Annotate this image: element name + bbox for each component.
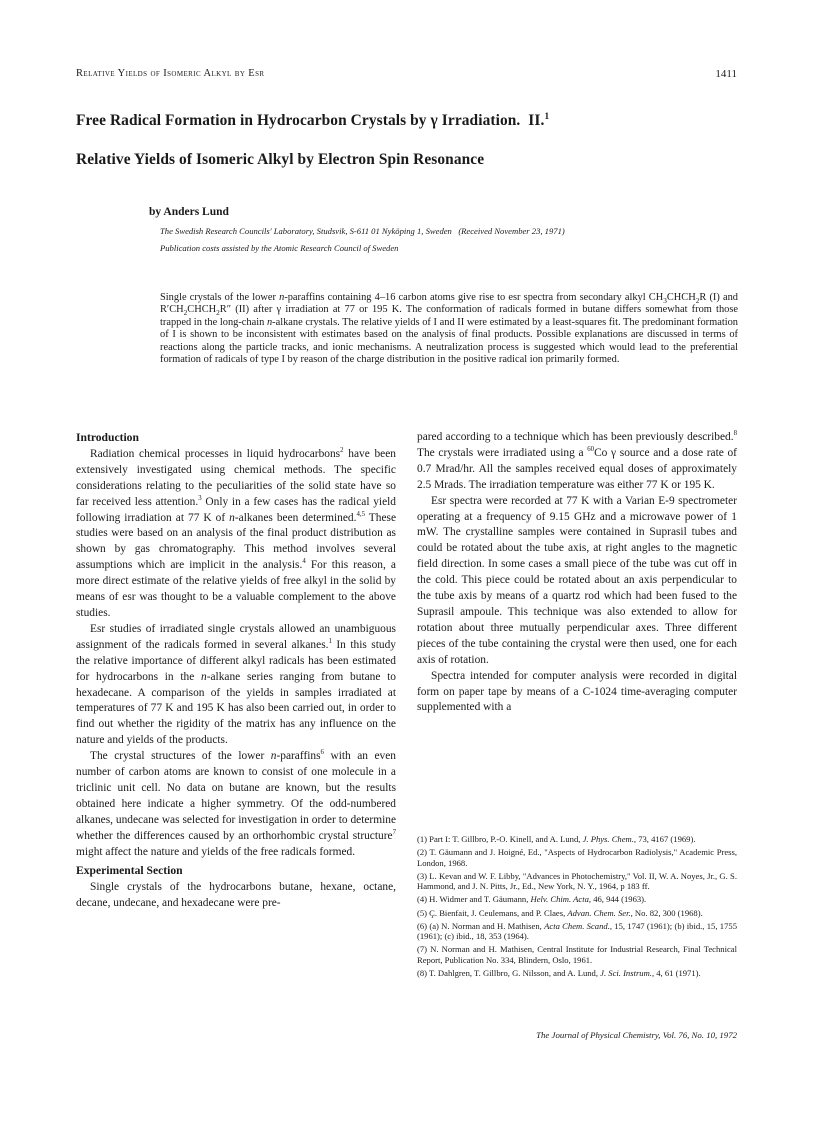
article-title-line-2: Relative Yields of Isomeric Alkyl by Electron Spin Resonance [76,151,485,168]
right-column [417,430,737,716]
footnote: (6) (a) N. Norman and H. Mathisen, Acta Chem. Scand., 15, 1747 (1961); (b) ibid., 15, 1755 (1961); (c) ibid., 18, 353 (1964). [417,920,737,942]
footnote: (5) Ç. Bienfait, J. Ceulemans, and P. Claes, Advan. Chem. Ser., No. 82, 300 (1968). [417,907,703,918]
article-title-line-1 [76,112,736,130]
experimental-paragraph-2: Esr spectra were recorded at 77 K with a Varian E-9 spectrometer operating at a frequency of 9.15 GHz and a microwave power of 1 mW. The crystalline samples were contained in Suprasil tubes and could be rotated about the tube axis, at right angles to the magnetic field direction. In some cases a small piece of the tube was cut off in the cold. This piece could be rotated about an axis perpendicular to the tube axis by means of a quartz rod which had been fused to the Suprasil ampoule. This technique was also extended to allow for rotation about three mutually perpendicular axes. Three different pieces of the tube containing the crystal were then used, one for each axis of rotation. [417,494,737,666]
section-heading-introduction: Introduction [76,431,139,444]
left-column [76,430,396,912]
author-byline: by Anders Lund [149,206,229,218]
author-affiliation [160,226,750,236]
affiliation-text: The Swedish Research Councils' Laboratory, Studsvik, S-611 01 Nyköping 1, Sweden [160,226,452,236]
title-main: Free Radical Formation in Hydrocarbon Crystals by γ Irradiation. [76,112,521,129]
experimental-paragraph-1: Single crystals of the hydrocarbons butane, hexane, octane, decane, undecane, and hexadecane were pre- [76,881,396,910]
footnote: (1) Part I: T. Gillbro, P.-O. Kinell, and A. Lund, J. Phys. Chem., 73, 4167 (1969). [417,834,696,844]
section-heading-experimental: Experimental Section [76,864,183,878]
footnotes [417,834,737,981]
journal-footer: The Journal of Physical Chemistry, Vol. 76, No. 10, 1972 [536,1030,737,1040]
page-number: 1411 [715,68,737,80]
received-date: (Received November 23, 1971) [458,226,565,236]
intro-paragraph-2: Esr studies of irradiated single crystals allowed an unambiguous assignment of the radicals formed in several alkanes.$^1$ In this study the relative importance of different alkyl radicals has been estimated for hydrocarbons in the n-alkane series ranging from butane to hexadecane. A comparison of the yields in samples irradiated at temperatures of 77 K and 195 K has also been carried out, in order to find out whether the rigidity of the matrix has any influence on the nature and yields of the products. [76,622,396,747]
footnote: (4) H. Widmer and T. Gäumann, Helv. Chim. Acta, 46, 944 (1963). [417,894,647,905]
title-footnote-ref: 1 [544,110,550,121]
experimental-paragraph-3: Spectra intended for computer analysis were recorded in digital form on paper tape by means of a C-1024 time-averaging computer supplemented with a [417,669,737,714]
footnote: (2) T. Gäumann and J. Hoigné, Ed., "Aspects of Hydrocarbon Radiolysis," Academic Press, London, 1968. [417,847,737,868]
title-part: II. [528,112,545,129]
experimental-paragraph-1-continued: pared according to a technique which has been previously described.$^8$ The crystals were irradiated using a $^{60}$Co γ source and a dose rate of 0.7 Mrad/hr. All the samples received equal doses of approximately 2.5 Mrads. The irradiation temperature was either 77 K or 195 K. [417,430,737,491]
publication-costs: Publication costs assisted by the Atomic Research Council of Sweden [160,243,399,253]
intro-paragraph-3: The crystal structures of the lower n-paraffins$^6$ with an even number of carbon atoms are known to consist of one molecule in a triclinic unit cell. No data on butane are known, but the results obtained here indicate a higher symmetry. Of the odd-numbered alkanes, undecane was selected for investigation in order to determine whether the differences caused by an orthorhombic crystal structure$^7$ might affect the nature and yields of the free radicals formed. [76,749,397,858]
abstract: Single crystals of the lower n-paraffins containing 4–16 carbon atoms give rise to esr spectra from secondary alkyl $CH_3CHCH_2R$ (I) and $R'CH_2CHCH_2R''$ (II) after γ irradiation at 77 or 195 K. The conformation of radicals formed in butane differs somewhat from those trapped in the long-chain n-alkane crystals. The relative yields of I and II were estimated by a least-squares fit. The predominant formation of I is shown to be inconsistent with estimates based on the analysis of final products. Possible explanations are discussed in terms of reactions along the particle tracks, and ionic mechanisms. A neutralization process is suggested which would lead to the preferential formation of radicals of type I by reason of the charge distribution in the positive radical ion primarily formed. [160,292,738,366]
running-title: Relative Yields of Isomeric Alkyl by Esr [76,68,265,79]
footnote: (7) N. Norman and H. Mathisen, Central Institute for Industrial Research, Final Technical Report, Publication No. 334, Blindern, Oslo, 1961. [417,944,737,965]
running-header [76,68,737,84]
intro-paragraph-1: Radiation chemical processes in liquid hydrocarbons$^2$ have been extensively investigated using chemical methods. The specific considerations relating to the peculiarities of the solid state have so far received less attention.$^3$ Only in a few cases has the radical yield following irradiation at 77 K of n-alkanes been determined.$^{4,5}$ These studies were based on an analysis of the final product distribution as shown by gas chromatography. This method involves several assumptions which are implicit in the analysis.$^4$ For this reason, a more direct estimate of the relative yields of free alkyl in the solid by means of esr was thought to be a valuable complement to the above studies. [76,447,397,619]
footnote: (3) L. Kevan and W. F. Libby, "Advances in Photochemistry," Vol. II, W. A. Noyes, Jr., G. S. Hammond, and J. N. Pitts, Jr., Ed., New York, N. Y., 1964, p 183 ff. [417,870,737,892]
footnote: (8) T. Dahlgren, T. Gillbro, G. Nilsson, and A. Lund, J. Sci. Instrum., 4, 61 (1971). [417,968,701,979]
